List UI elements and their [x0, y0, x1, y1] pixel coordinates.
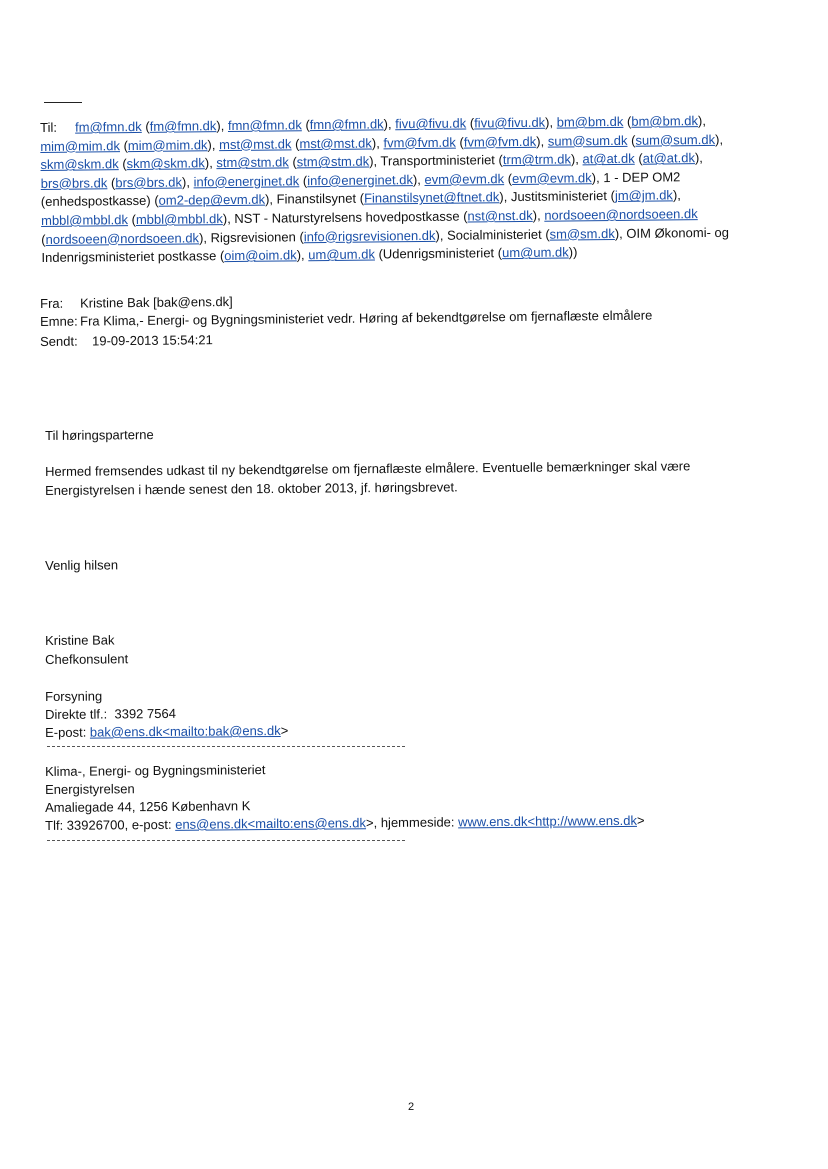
subject-value: Fra Klima,- Energi- og Bygningsministeriet vedr. Høring af bekendtgørelse om fjernaflæste elmålere	[80, 307, 653, 329]
recipient-text: ),	[697, 113, 707, 129]
from-field	[40, 293, 233, 313]
recipient-text: (	[627, 132, 636, 148]
recipient-text: (	[301, 117, 310, 133]
contact-email-link[interactable]: ens@ens.dk<mailto:ens@ens.dk	[175, 815, 367, 832]
recipient-email-link[interactable]: fvm@fvm.dk	[463, 133, 537, 150]
body-line-1: Hermed fremsendes udkast til ny bekendtgørelse om fjernaflæste elmålere. Eventuelle bemærkninger skal være	[45, 458, 691, 479]
email-link[interactable]: bak@ens.dk<mailto:bak@ens.dk	[89, 722, 281, 740]
sent-field	[40, 331, 213, 351]
recipient-text: (	[299, 172, 308, 189]
recipient-text: ),	[536, 133, 548, 149]
recipient-email-link[interactable]: mbbl@mbbl.dk	[135, 211, 223, 227]
recipient-email-link[interactable]: fivu@fivu.dk	[474, 114, 546, 131]
recipient-email-link[interactable]: sm@sm.dk	[549, 225, 615, 242]
recipient-text: ),	[371, 134, 384, 151]
recipient-text: ),	[207, 136, 220, 152]
recipient-text: (	[141, 118, 150, 134]
recipient-text: ),	[545, 114, 557, 130]
agency-contact	[45, 811, 645, 836]
recipient-text: ))	[568, 244, 578, 260]
recipient-email-link[interactable]: at@at.dk	[642, 150, 695, 166]
agency-address: Amaliegade 44, 1256 København K	[45, 798, 251, 815]
from-value: Kristine Bak [bak@ens.dk]	[80, 293, 233, 311]
subject-label: Emne:	[40, 313, 78, 329]
recipient-email-link[interactable]: jm@jm.dk	[614, 187, 673, 204]
page-number: 2	[408, 1101, 415, 1113]
recipient-text: ), Justitsministeriet (	[499, 188, 615, 205]
recipient-text: (	[455, 134, 464, 150]
signature-name: Kristine Bak	[45, 632, 115, 648]
recipient-text: (	[466, 115, 475, 131]
body-line-2: Energistyrelsen i hænde senest den 18. oktober 2013, jf. høringsbrevet.	[45, 479, 458, 498]
recipient-email-link[interactable]: brs@brs.dk	[40, 175, 108, 191]
recipient-text: ), Rigsrevisionen (	[198, 228, 304, 245]
recipient-text: ),	[672, 187, 681, 203]
recipient-email-link[interactable]: stm@stm.dk	[296, 153, 370, 170]
recipient-email-link[interactable]: trm@trm.dk	[502, 151, 572, 168]
recipient-email-link[interactable]: sum@sum.dk	[547, 132, 628, 149]
divider-bottom	[47, 840, 405, 841]
from-label: Fra:	[40, 295, 64, 311]
divider-top	[47, 746, 405, 747]
phone-label: Direkte tlf.:	[45, 706, 108, 722]
recipient-text: ), NST - Naturstyrelsens hovedpostkasse (	[222, 208, 468, 227]
recipient-text: ),	[570, 151, 583, 167]
recipient-text: ), OIM Økonomi- og Indenrigsministeriet postkasse (	[41, 224, 730, 266]
recipient-email-link[interactable]: fivu@fivu.dk	[395, 115, 467, 132]
contact-prefix: Tlf: 33926700, e-post:	[45, 816, 176, 833]
recipient-email-link[interactable]: fmn@fmn.dk	[309, 116, 384, 133]
recipient-text: ), Transportministeriet	[369, 152, 499, 169]
recipient-text: ), Socialministeriet (	[435, 226, 550, 243]
signature-email	[45, 721, 288, 743]
phone-value: 3392 7564	[114, 705, 176, 722]
recipient-text: (	[288, 154, 297, 170]
recipient-text: (	[107, 174, 116, 191]
signature-department: Forsyning	[45, 688, 103, 704]
email-label: E-post:	[45, 724, 87, 740]
recipient-text: ),	[532, 207, 545, 223]
contact-suffix: >	[636, 812, 645, 828]
recipient-email-link[interactable]: fmn@fmn.dk	[227, 117, 302, 134]
recipient-text: (	[504, 170, 513, 186]
recipient-email-link[interactable]: at@at.dk	[582, 150, 635, 167]
recipient-email-link[interactable]: fm@fmn.dk	[149, 118, 217, 134]
to-label: Til:	[40, 119, 58, 135]
recipient-email-link[interactable]: um@um.dk	[308, 246, 375, 263]
recipient-text: ),	[216, 118, 228, 134]
top-rule	[44, 102, 82, 103]
to-field	[40, 112, 742, 268]
recipient-email-link[interactable]: mst@mst.dk	[218, 135, 292, 152]
recipient-email-link[interactable]: nordsoeen@nordsoeen.dk	[45, 229, 200, 247]
recipient-text: ), Finanstilsynet (	[264, 190, 365, 208]
agency-name: Energistyrelsen	[45, 781, 135, 797]
recipient-email-link[interactable]: bm@bm.dk	[556, 113, 624, 130]
recipient-email-link[interactable]: mst@mst.dk	[299, 135, 372, 151]
greeting: Til høringsparterne	[45, 427, 154, 443]
recipient-email-link[interactable]: evm@evm.dk	[512, 170, 592, 186]
email-suffix: >	[280, 722, 289, 738]
ministry-name: Klima-, Energi- og Bygningsministeriet	[45, 762, 266, 779]
recipient-email-link[interactable]: mbbl@mbbl.dk	[40, 212, 129, 228]
recipient-text: ),	[296, 247, 309, 263]
closing: Venlig hilsen	[45, 557, 119, 573]
recipient-text: (	[118, 156, 127, 172]
recipient-email-link[interactable]: bm@bm.dk	[631, 113, 699, 129]
recipient-email-link[interactable]: info@rigsrevisionen.dk	[303, 227, 436, 244]
recipient-email-link[interactable]: mim@mim.dk	[40, 137, 120, 154]
recipient-email-link[interactable]: nordsoeen@nordsoeen.dk	[544, 206, 698, 223]
signature-title: Chefkonsulent	[45, 651, 129, 667]
recipient-text: (	[127, 211, 136, 228]
recipient-email-link[interactable]: nst@nst.dk	[467, 207, 533, 224]
recipient-text: (	[634, 150, 643, 166]
recipient-text: (Udenrigsministeriet (	[374, 245, 503, 262]
recipient-text: ), 1 - DEP OM2 (enhedspostkasse) (	[40, 169, 681, 210]
contact-middle: >, hjemmeside:	[365, 814, 459, 831]
recipient-text: ),	[694, 150, 703, 166]
recipient-email-link[interactable]: mim@mim.dk	[127, 136, 208, 153]
sent-label: Sendt:	[40, 333, 78, 349]
sent-value: 19-09-2013 15:54:21	[92, 332, 213, 349]
recipient-text: ),	[383, 116, 396, 132]
recipient-text: (	[498, 152, 503, 168]
recipient-text: ),	[714, 131, 724, 147]
recipient-email-link[interactable]: om2-dep@evm.dk	[158, 192, 266, 209]
recipient-list	[40, 113, 729, 265]
recipient-text: (	[41, 231, 46, 247]
recipient-email-link[interactable]: skm@skm.dk	[126, 155, 205, 172]
recipient-text: ),	[204, 155, 217, 171]
recipient-text: (	[119, 137, 128, 153]
recipient-email-link[interactable]: stm@stm.dk	[216, 154, 289, 171]
recipient-email-link[interactable]: sum@sum.dk	[635, 131, 716, 148]
recipient-text: ),	[412, 171, 425, 187]
recipient-text: ),	[181, 174, 194, 190]
recipient-email-link[interactable]: Finanstilsynet@ftnet.dk	[363, 189, 500, 206]
recipient-email-link[interactable]: um@um.dk	[501, 244, 569, 261]
recipient-email-link[interactable]: fvm@fvm.dk	[383, 134, 456, 150]
recipient-email-link[interactable]: info@energinet.dk	[307, 171, 413, 188]
recipient-email-link[interactable]: skm@skm.dk	[40, 156, 119, 173]
recipient-text: (	[291, 135, 300, 151]
recipient-email-link[interactable]: brs@brs.dk	[115, 174, 183, 190]
recipient-email-link[interactable]: fm@fmn.dk	[75, 118, 142, 135]
recipient-email-link[interactable]: oim@oim.dk	[224, 247, 297, 264]
recipient-text: (	[623, 113, 632, 129]
recipient-email-link[interactable]: evm@evm.dk	[424, 170, 505, 187]
contact-web-link[interactable]: www.ens.dk<http://www.ens.dk	[458, 812, 638, 830]
recipient-email-link[interactable]: info@energinet.dk	[193, 173, 300, 190]
